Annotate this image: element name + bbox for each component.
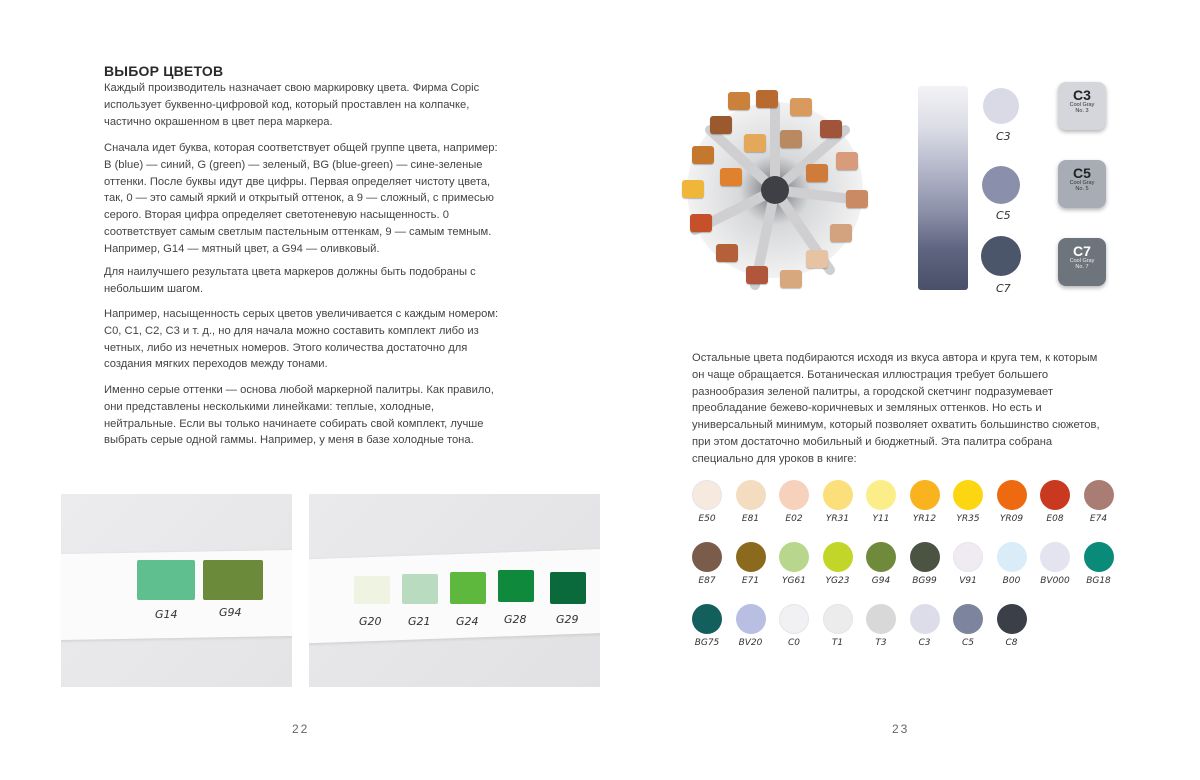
palette-color-dot bbox=[953, 604, 983, 634]
palette-color-dot bbox=[823, 542, 853, 572]
palette-color-dot bbox=[736, 542, 766, 572]
palette-swatch bbox=[902, 480, 948, 524]
palette-swatch bbox=[1076, 480, 1122, 524]
palette-color-label: C5 bbox=[961, 638, 974, 648]
palette-swatch bbox=[945, 604, 991, 648]
palette-color-dot bbox=[692, 542, 722, 572]
palette-color-dot bbox=[779, 542, 809, 572]
marker-cap bbox=[728, 92, 750, 110]
palette-color-dot bbox=[997, 480, 1027, 510]
marker-cap bbox=[716, 244, 738, 262]
swatch-g21 bbox=[402, 574, 438, 604]
cap-code: C7 bbox=[1073, 243, 1091, 259]
palette-intro-paragraph: Остальные цвета подбираются исходя из вкуса автора и круга тем, к которым он чаще обращается. Ботаническая иллюстрация требует большего разнообразия зеленой палитры, а городской скетчинг подразумевает преобладание бежево-коричневых и земляных оттенков. Но есть и универсальный минимум, который позволяет охватить большинство сюжетов, при этом достаточно мобильный и бюджетный. Эта палитра собрана специально для уроков в книге: bbox=[692, 352, 1100, 465]
marker-cap bbox=[806, 250, 828, 268]
palette-color-dot bbox=[1084, 542, 1114, 572]
palette-color-dot bbox=[953, 542, 983, 572]
palette-color-dot bbox=[866, 604, 896, 634]
palette-swatch bbox=[989, 604, 1035, 648]
palette-swatch bbox=[815, 542, 861, 586]
palette-color-label: B00 bbox=[1002, 576, 1021, 586]
palette-swatch bbox=[771, 480, 817, 524]
palette-color-label: C0 bbox=[787, 638, 800, 648]
marker-cap bbox=[746, 266, 768, 284]
palette-color-label: YG23 bbox=[825, 576, 850, 586]
swatch-g28 bbox=[498, 570, 534, 602]
paragraph-2: Сначала идет буква, которая соответствует общей группе цвета, например: B (blue) — синий, G (green) — зеленый, BG (blue-green) — сине-зеленые оттенки. После буквы идут две цифры. Первая определяет чистоту цвета, так, 0 — это самый яркий и открытый оттенок, а 9 — сложный, с примесью серого. Вторая цифра определяет светотеневую насыщенность. 0 соответствует самым светлым пастельным оттенкам, 9 — самым темным. Например, G14 — мятный цвет, а G94 — оливковый. bbox=[104, 142, 498, 255]
palette-color-label: T3 bbox=[875, 638, 887, 648]
palette-color-label: YR31 bbox=[825, 514, 850, 524]
cap-number: No. 7 bbox=[1075, 264, 1089, 270]
paragraph-1: Каждый производитель назначает свою маркировку цвета. Фирма Copic использует буквенно-цифровой код, который проставлен на колпачке, частично окрашенном в цвет пера маркера. bbox=[104, 82, 480, 128]
palette-color-label: Y11 bbox=[872, 514, 890, 524]
marker-cap bbox=[790, 98, 812, 116]
swatch-label: G94 bbox=[219, 606, 242, 619]
paragraph-3: Для наилучшего результата цвета маркеров должны быть подобраны с небольшим шагом. bbox=[104, 266, 476, 295]
palette-swatch bbox=[815, 604, 861, 648]
gray-sample-c5 bbox=[982, 166, 1020, 204]
cap-number: No. 5 bbox=[1075, 186, 1089, 192]
marker-cap-c3 bbox=[1058, 82, 1106, 130]
palette-color-dot bbox=[997, 604, 1027, 634]
palette-swatch bbox=[902, 542, 948, 586]
section-title: ВЫБОР ЦВЕТОВ bbox=[104, 63, 224, 79]
palette-color-dot bbox=[953, 480, 983, 510]
marker-cap bbox=[690, 214, 712, 232]
palette-color-label: E50 bbox=[698, 514, 716, 524]
swatch-g29 bbox=[550, 572, 586, 604]
palette-color-label: G94 bbox=[871, 576, 891, 586]
swatch-g14 bbox=[137, 560, 195, 600]
marker-cap bbox=[780, 130, 802, 148]
swatch-label: G29 bbox=[556, 613, 579, 626]
swatch-label: G20 bbox=[359, 615, 382, 628]
marker-bundle-photo bbox=[680, 90, 870, 300]
palette-color-dot bbox=[779, 604, 809, 634]
palette-swatch bbox=[771, 604, 817, 648]
palette-swatch bbox=[989, 480, 1035, 524]
marker-cap bbox=[836, 152, 858, 170]
palette-color-dot bbox=[736, 480, 766, 510]
gray-gradient-swatch bbox=[918, 86, 968, 290]
palette-color-label: BG18 bbox=[1086, 576, 1111, 586]
gray-sample-label: C3 bbox=[996, 130, 1011, 143]
cap-code: C3 bbox=[1073, 87, 1091, 103]
right-page bbox=[600, 0, 1200, 780]
palette-color-label: YR35 bbox=[956, 514, 980, 524]
palette-color-label: E81 bbox=[741, 514, 760, 524]
cap-number: No. 3 bbox=[1075, 108, 1089, 114]
palette-color-dot bbox=[1040, 480, 1070, 510]
palette-color-label: E87 bbox=[698, 576, 716, 586]
palette-swatch bbox=[1032, 542, 1078, 586]
palette-color-dot bbox=[866, 542, 896, 572]
palette-color-dot bbox=[823, 604, 853, 634]
palette-swatch bbox=[728, 542, 774, 586]
marker-cap bbox=[806, 164, 828, 182]
palette-color-dot bbox=[910, 480, 940, 510]
gray-sample-c7 bbox=[981, 236, 1021, 276]
palette-swatch bbox=[728, 604, 774, 648]
palette-color-label: YR09 bbox=[999, 514, 1024, 524]
palette-color-dot bbox=[692, 604, 722, 634]
palette-swatch bbox=[902, 604, 948, 648]
swatch-photo-g20-g29 bbox=[309, 494, 600, 687]
palette-color-label: V91 bbox=[959, 576, 977, 586]
marker-cap-c7 bbox=[1058, 238, 1106, 286]
palette-swatch bbox=[858, 604, 904, 648]
swatch-label: G14 bbox=[155, 608, 178, 621]
palette-swatch bbox=[771, 542, 817, 586]
palette-color-label: E02 bbox=[785, 514, 803, 524]
palette-swatch bbox=[945, 480, 991, 524]
palette-color-dot bbox=[823, 480, 853, 510]
gray-sample-label: C5 bbox=[996, 209, 1011, 222]
palette-color-label: BG99 bbox=[912, 576, 937, 586]
swatch-g24 bbox=[450, 572, 486, 604]
swatch-g20 bbox=[354, 576, 390, 604]
palette-color-dot bbox=[866, 480, 896, 510]
marker-cap bbox=[820, 120, 842, 138]
palette-color-dot bbox=[997, 542, 1027, 572]
palette-swatch bbox=[989, 542, 1035, 586]
swatch-label: G21 bbox=[408, 615, 431, 628]
palette-color-dot bbox=[1040, 542, 1070, 572]
palette-color-label: E71 bbox=[741, 576, 760, 586]
palette-swatch bbox=[684, 542, 730, 586]
palette-color-dot bbox=[736, 604, 766, 634]
palette-color-label: C3 bbox=[918, 638, 931, 648]
cap-name: Cool Gray bbox=[1069, 102, 1095, 108]
cap-code: C5 bbox=[1073, 165, 1091, 181]
palette-color-label: T1 bbox=[831, 638, 844, 648]
paragraph-5: Именно серые оттенки — основа любой маркерной палитры. Как правило, они представлены несколькими линейками: теплые, холодные, нейтральные. Если вы только начинаете собирать свой комплект, лучше выбрать серые одной гаммы. Например, у меня в базе холодные тона. bbox=[104, 384, 494, 447]
palette-color-label: YG61 bbox=[782, 576, 806, 586]
swatch-label: G24 bbox=[456, 615, 479, 628]
marker-cap bbox=[720, 168, 742, 186]
marker-cap bbox=[780, 270, 802, 288]
marker-cap bbox=[710, 116, 732, 134]
marker-cap bbox=[744, 134, 766, 152]
palette-swatch bbox=[858, 480, 904, 524]
palette-color-label: BG75 bbox=[694, 638, 720, 648]
cap-name: Cool Gray bbox=[1069, 258, 1095, 264]
gray-sample-label: C7 bbox=[996, 282, 1011, 295]
palette-color-label: E08 bbox=[1046, 514, 1064, 524]
palette-color-dot bbox=[779, 480, 809, 510]
cap-name: Cool Gray bbox=[1069, 180, 1095, 186]
swatch-label: G28 bbox=[504, 613, 527, 626]
page-number: 23 bbox=[892, 722, 910, 736]
palette-color-dot bbox=[910, 542, 940, 572]
swatch-g94 bbox=[203, 560, 263, 600]
palette-color-dot bbox=[910, 604, 940, 634]
marker-cap bbox=[682, 180, 704, 198]
palette-color-label: BV000 bbox=[1040, 576, 1070, 586]
palette-swatch bbox=[1032, 480, 1078, 524]
marker-cap bbox=[692, 146, 714, 164]
palette-swatch bbox=[684, 604, 730, 648]
palette-color-label: E74 bbox=[1089, 514, 1108, 524]
palette-swatch bbox=[858, 542, 904, 586]
palette-swatch bbox=[1076, 542, 1122, 586]
marker-cap bbox=[846, 190, 868, 208]
gray-sample-c3 bbox=[983, 88, 1019, 124]
paragraph-4: Например, насыщенность серых цветов увеличивается с каждым номером: C0, C1, C2, C3 и т. д., но для начала можно составить комплект либо из четных, либо из нечетных номеров. Этого количества достаточно для создания мягких переходов между тонами. bbox=[104, 308, 499, 371]
palette-color-dot bbox=[1084, 480, 1114, 510]
palette-swatch bbox=[728, 480, 774, 524]
palette-color-dot bbox=[692, 480, 722, 510]
marker-cap bbox=[756, 90, 778, 108]
palette-color-label: C8 bbox=[1005, 638, 1018, 648]
palette-color-label: YR12 bbox=[912, 514, 937, 524]
palette-swatch bbox=[815, 480, 861, 524]
palette-color-label: BV20 bbox=[738, 638, 763, 648]
marker-cap bbox=[830, 224, 852, 242]
swatch-photo-g14-g94 bbox=[61, 494, 292, 687]
marker-cap-c5 bbox=[1058, 160, 1106, 208]
palette-swatch bbox=[945, 542, 991, 586]
palette-swatch bbox=[684, 480, 730, 524]
page-number: 22 bbox=[292, 722, 310, 736]
